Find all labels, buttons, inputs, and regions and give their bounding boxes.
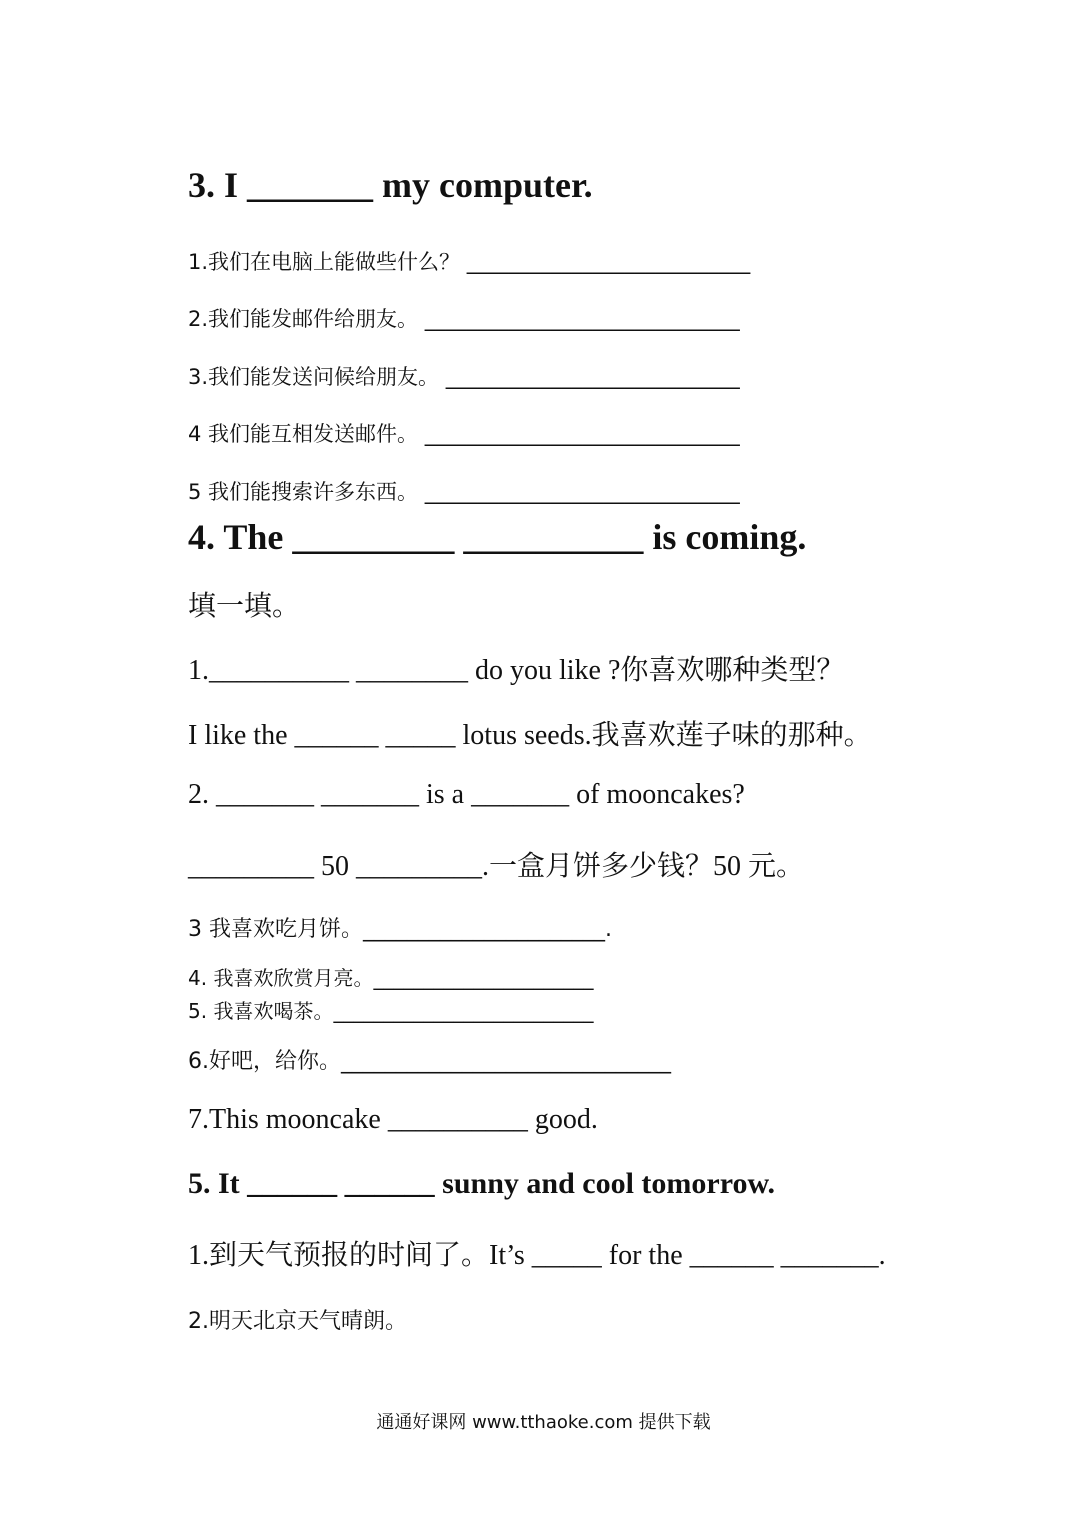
s5-q1: 1.到天气预报的时间了。It’s _____ for the ______ _______. (188, 1240, 886, 1271)
s3-item-3: 3.我们能发送问候给朋友。 ____________________________ (188, 365, 740, 389)
s3-item-2: 2.我们能发邮件给朋友。 ______________________________ (188, 307, 740, 331)
section-3-heading: 3. I _______ my computer. (188, 165, 593, 205)
s4-q2b: _________ 50 _________.一盒月饼多少钱？50 元。 (188, 851, 805, 882)
s4-q3: 3 我喜欢吃月饼。______________________. (188, 917, 612, 942)
s3-item-5: 5 我们能搜索许多东西。 ______________________________ (188, 480, 740, 504)
footer-credit: 通通好课网 www.tthaoke.com 提供下载 (376, 1412, 711, 1433)
s4-q4: 4. 我喜欢欣赏月亮。______________________ (188, 966, 594, 990)
s4-q1a: 1.__________ ________ do you like ?你喜欢哪种类型？ (188, 655, 845, 686)
section-4-heading: 4. The _________ __________ is coming. (188, 517, 807, 557)
s4-q2a: 2. _______ _______ is a _______ of mooncakes? (188, 779, 745, 810)
s5-q2: 2.明天北京天气晴朗。 (188, 1309, 407, 1334)
s4-fill-instruction: 填一填。 (188, 589, 301, 622)
s3-item-4: 4 我们能互相发送邮件。 ______________________________ (188, 422, 740, 446)
s4-q7: 7.This mooncake __________ good. (188, 1104, 598, 1135)
s3-item-1: 1.我们在电脑上能做些什么？ ___________________________ (188, 250, 751, 274)
section-5-heading: 5. It ______ ______ sunny and cool tomorrow. (188, 1167, 775, 1200)
s4-q5: 5. 我喜欢喝茶。__________________________ (188, 999, 594, 1023)
s4-q6: 6.好吧，给你。______________________________ (188, 1049, 671, 1074)
s4-q1b: I like the ______ _____ lotus seeds.我喜欢莲子味的那种。 (188, 720, 872, 751)
